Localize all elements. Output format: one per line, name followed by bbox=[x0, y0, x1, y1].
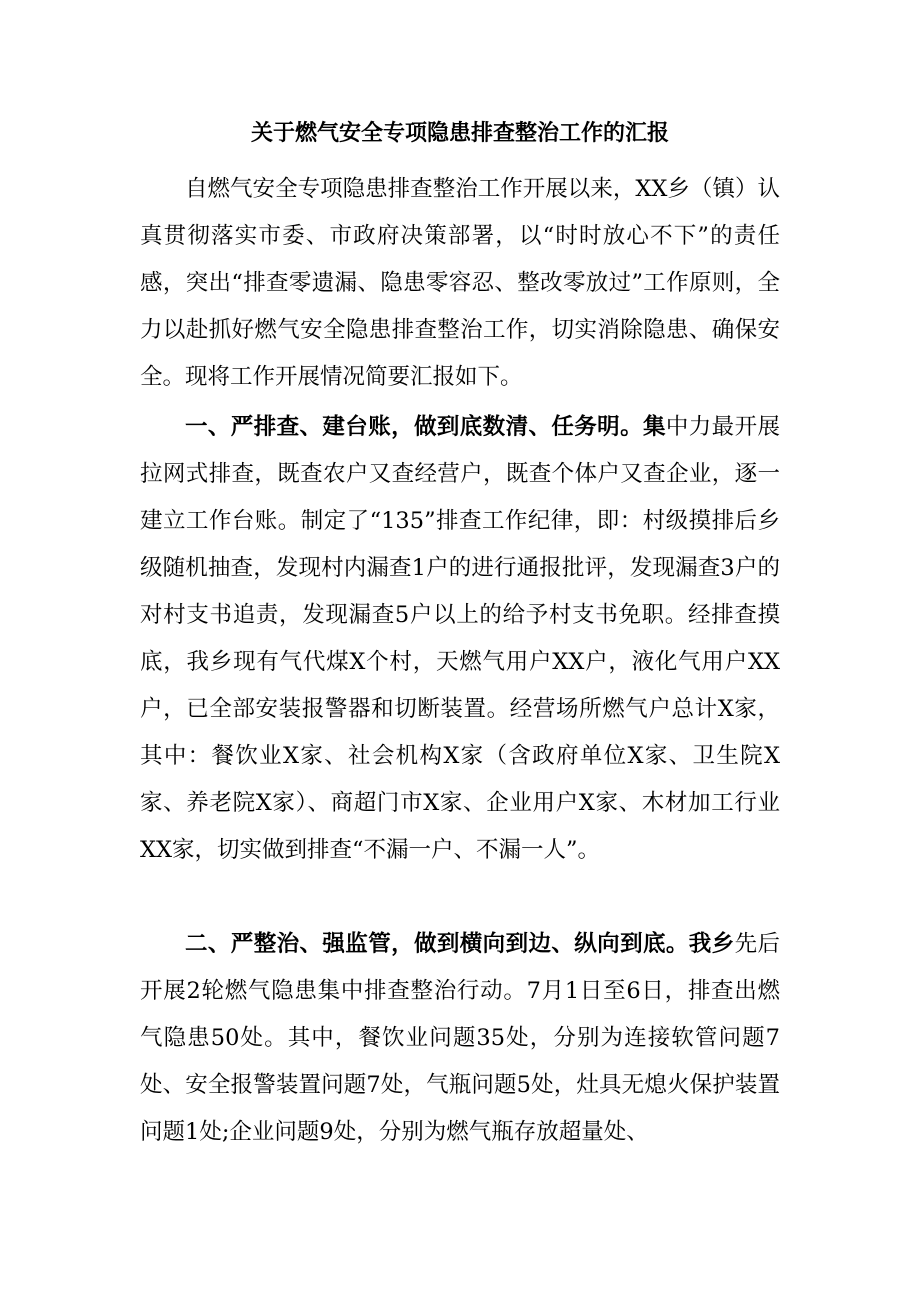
document-title: 关于燃气安全专项隐患排查整治工作的汇报 bbox=[250, 120, 669, 146]
paragraph-intro bbox=[140, 166, 780, 401]
section-heading: 一、严排查、建台账，做到底数清、任务明。集 bbox=[185, 414, 666, 440]
section-heading: 二、严整治、强监管，做到横向到边、纵向到底。我乡 bbox=[185, 931, 735, 957]
paragraph-section-2 bbox=[140, 921, 780, 1156]
paragraph-body: 先后开展2轮燃气隐患集中排查整治行动。7月1日至6日，排查出燃气隐患50处。其中，餐饮业问题35处，分别为连接软管问题7处、安全报警装置问题7处，气瓶问题5处，灶具无熄火保护装置问题1处;企业问题9处，分别为燃气瓶存放超量处、 bbox=[140, 931, 780, 1145]
paragraph-body: 自燃气安全专项隐患排查整治工作开展以来，XX乡（镇）认真贯彻落实市委、市政府决策部署，以“时时放心不下”的责任感，突出“排查零遗漏、隐患零容忍、整改零放过”工作原则，全力以赴抓好燃气安全隐患排查整治工作，切实消除隐患、确保安全。现将工作开展情况简要汇报如下。 bbox=[140, 176, 780, 390]
paragraph-body: 中力最开展拉网式排查，既查农户又查经营户，既查个体户又查企业，逐一建立工作台账。制定了“135”排查工作纪律，即：村级摸排后乡级随机抽查，发现村内漏查1户的进行通报批评，发现漏查3户的对村支书追责，发现漏查5户以上的给予村支书免职。经排查摸底，我乡现有气代煤X个村，天燃气用户XX户，液化气用户XX户，已全部安装报警器和切断装置。经营场所燃气户总计X家，其中：餐饮业X家、社会机构X家（含政府单位X家、卫生院X家、养老院X家）、商超门市X家、企业用户X家、木材加工行业XX家，切实做到排查“不漏一户、不漏一人”。 bbox=[140, 414, 780, 863]
paragraph-section-1 bbox=[140, 404, 780, 874]
